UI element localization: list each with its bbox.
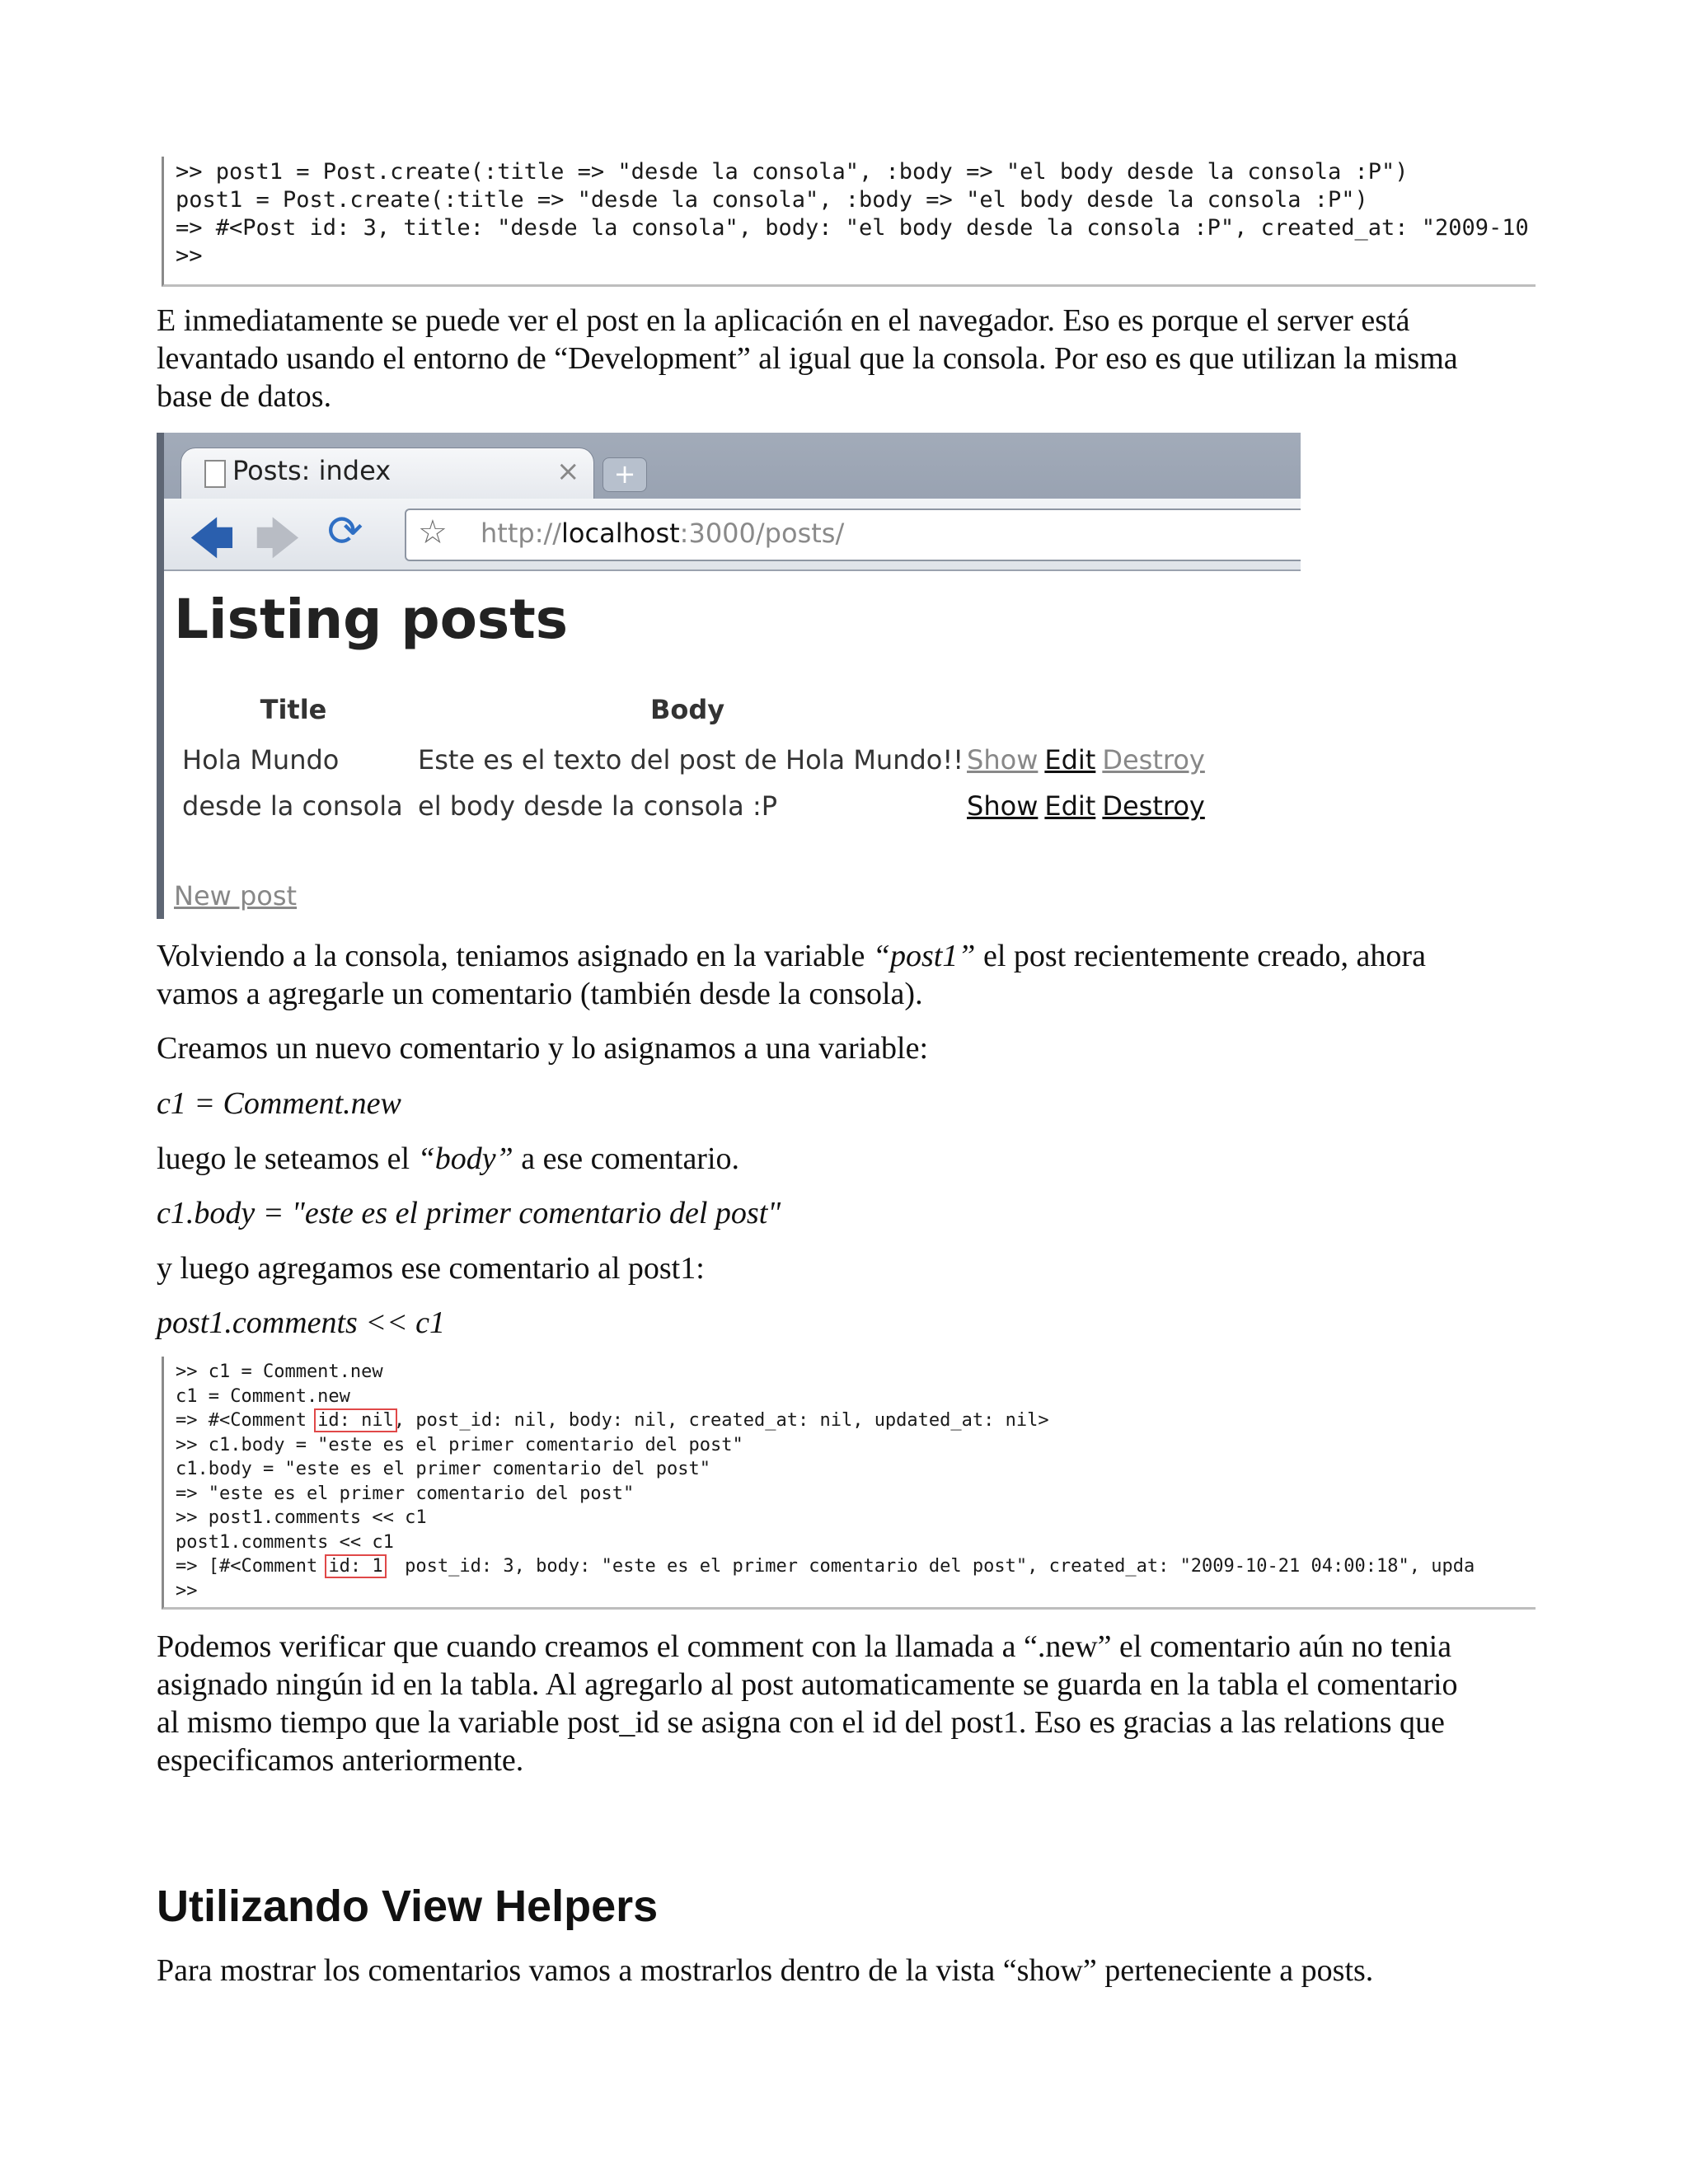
paragraph-show-comments: Para mostrar los comentarios vamos a mostrarlos dentro de la vista “show” perteneciente a posts.	[157, 1953, 1374, 1988]
code-comment-new: c1 = Comment.new	[157, 1086, 401, 1121]
post-title: desde la consola	[182, 790, 403, 822]
paragraph-verification: Podemos verificar que cuando creamos el comment con la llamada a “.new” el comentario aún no tenia asignado ningún id en la tabla. Al agregarlo al post automaticamente se guarda en la tabla el comentario al mismo tiempo que la variable post_id se asigna con el id del post1. Eso es gracias a las relations que especificamos anteriormente.	[157, 1629, 1458, 1778]
tab-title: Posts: index	[232, 455, 392, 486]
section-heading: Utilizando View Helpers	[157, 1882, 659, 1931]
console-line: c1.body = "este es el primer comentario del post"	[176, 1459, 711, 1479]
console-screenshot-comment	[162, 1357, 1536, 1610]
post-body: Este es el texto del post de Hola Mundo!!	[418, 744, 964, 776]
post-title: Hola Mundo	[182, 744, 340, 776]
console-line: => #<Post id: 3, title: "desde la consola", body: "el body desde la consola :P", created_at: "2009-10	[176, 215, 1529, 241]
new-tab-icon[interactable]: +	[603, 457, 647, 492]
post-body: el body desde la consola :P	[418, 790, 778, 822]
console-line: => "este es el primer comentario del post"	[176, 1483, 635, 1504]
left-border	[157, 433, 164, 919]
page-heading: Listing posts	[174, 588, 569, 651]
console-line: => #<Comment id: nil, post_id: nil, body: nil, created_at: nil, updated_at: nil>	[176, 1410, 1049, 1431]
url-text: http://localhost:3000/posts/	[481, 518, 845, 549]
console-line: c1 = Comment.new	[176, 1385, 350, 1407]
page-content	[164, 571, 1301, 919]
console-line: >> post1.comments << c1	[176, 1507, 427, 1528]
paragraph-add-comment: y luego agregamos ese comentario al post1:	[157, 1251, 705, 1286]
console-line: >> post1 = Post.create(:title => "desde la consola", :body => "el body desde la consola :P")	[176, 159, 1409, 185]
paragraph-post1-variable: Volviendo a la consola, teniamos asignado en la variable “post1” el post recientemente creado, ahora vamos a agregarle un comentario (también desde la consola).	[157, 939, 1426, 1011]
page-icon	[204, 460, 226, 488]
new-post-link[interactable]: New post	[174, 880, 298, 912]
console-line: post1 = Post.create(:title => "desde la consola", :body => "el body desde la consola :P")	[176, 187, 1368, 213]
column-header-title: Title	[260, 694, 327, 725]
console-line: >>	[176, 1580, 198, 1601]
address-bar[interactable]	[405, 509, 1301, 561]
back-arrow-icon[interactable]: 🡄	[189, 513, 235, 565]
reload-icon[interactable]: ⟳	[327, 507, 363, 556]
browser-screenshot	[157, 433, 1301, 919]
highlight-id-1: id: 1	[325, 1554, 386, 1578]
bookmark-star-icon[interactable]: ☆	[418, 513, 448, 551]
paragraph-set-body: luego le seteamos el “body” a ese comentario.	[157, 1141, 740, 1176]
forward-arrow-icon[interactable]: 🡆	[255, 513, 301, 565]
edit-link[interactable]: Edit	[1044, 744, 1096, 776]
console-line: post1.comments << c1	[176, 1531, 394, 1553]
column-header-body: Body	[649, 694, 725, 725]
console-line: >> c1.body = "este es el primer comentario del post"	[176, 1434, 743, 1455]
console-line: => [#<Comment id: 1 post_id: 3, body: "este es el primer comentario del post", created_at: "2009-10-21 04:00:18", upda	[176, 1556, 1475, 1577]
browser-toolbar	[164, 499, 1301, 571]
highlight-id-nil: id: nil	[314, 1408, 397, 1432]
table-row	[176, 783, 1208, 829]
console-line: >>	[176, 243, 203, 269]
paragraph-development-env: E inmediatamente se puede ver el post en la aplicación en el navegador. Eso es porque el server está levantado usando el entorno de “Development” al igual que la consola. Por eso es que utilizan la misma base de datos.	[157, 303, 1458, 414]
browser-tab[interactable]	[181, 448, 594, 499]
close-icon[interactable]: ×	[556, 455, 580, 488]
edit-link[interactable]: Edit	[1044, 790, 1096, 822]
console-line: >> c1 = Comment.new	[176, 1361, 383, 1382]
destroy-link[interactable]: Destroy	[1102, 790, 1205, 822]
code-set-body: c1.body = "este es el primer comentario del post"	[157, 1196, 781, 1230]
show-link[interactable]: Show	[967, 790, 1039, 822]
posts-table	[176, 691, 1208, 829]
console-screenshot-create-post	[162, 157, 1536, 287]
code-append-comment: post1.comments << c1	[157, 1305, 445, 1340]
table-header-row	[176, 691, 1208, 737]
table-row	[176, 737, 1208, 783]
destroy-link[interactable]: Destroy	[1102, 744, 1205, 776]
paragraph-create-comment: Creamos un nuevo comentario y lo asignamos a una variable:	[157, 1031, 929, 1066]
show-link[interactable]: Show	[967, 744, 1039, 776]
